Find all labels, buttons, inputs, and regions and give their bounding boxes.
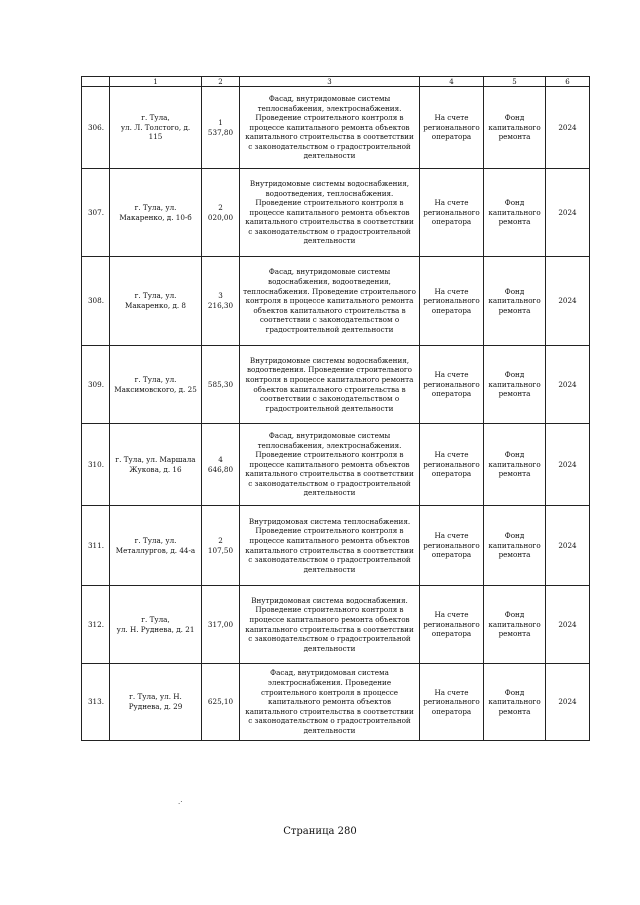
account-cell: На счете регионального оператора (420, 664, 484, 741)
table-row (82, 257, 590, 346)
table-row (82, 664, 590, 741)
cost-cell: 2 107,50 (202, 506, 240, 586)
work-description-cell: Внутридомовая система теплоснабжения. Проведение строительного контроля в процессе капитального ремонта объектов капитального строительства в соответствии с законодательством о градостроительной деятельности (240, 506, 420, 586)
account-cell: На счете регионального оператора (420, 169, 484, 257)
year-cell: 2024 (546, 169, 590, 257)
row-number-cell: 311. (82, 506, 110, 586)
work-description-cell: Фасад, внутридомовые системы водоснабжения, водоотведения, теплоснабжения. Проведение строительного контроля в процессе капитального ремонта объектов капитального строительства в соответствии с законодательством о градостроительной деятельности (240, 257, 420, 346)
year-cell: 2024 (546, 87, 590, 169)
column-number: 1 (110, 77, 202, 87)
funding-source-cell: Фонд капитального ремонта (484, 257, 546, 346)
address-cell: г. Тула, ул. Макаренко, д. 8 (110, 257, 202, 346)
address-cell: г. Тула, ул. Л. Толстого, д. 115 (110, 87, 202, 169)
year-cell: 2024 (546, 257, 590, 346)
table-row (82, 87, 590, 169)
work-description-cell: Внутридомовые системы водоснабжения, водоотведения. Проведение строительного контроля в процессе капитального ремонта объектов капитального строительства в соответствии с законодательством о градостроительной деятельности (240, 346, 420, 424)
year-cell: 2024 (546, 586, 590, 664)
funding-source-cell: Фонд капитального ремонта (484, 424, 546, 506)
cost-cell: 625,10 (202, 664, 240, 741)
account-cell: На счете регионального оператора (420, 346, 484, 424)
column-number (82, 77, 110, 87)
row-number-cell: 313. (82, 664, 110, 741)
column-number: 4 (420, 77, 484, 87)
cost-cell: 4 646,80 (202, 424, 240, 506)
funding-source-cell: Фонд капитального ремонта (484, 664, 546, 741)
funding-source-cell: Фонд капитального ремонта (484, 586, 546, 664)
work-description-cell: Внутридомовые системы водоснабжения, водоотведения, теплоснабжения. Проведение строительного контроля в процессе капитального ремонта объектов капитального строительства в соответствии с законодательством о градостроительной деятельности (240, 169, 420, 257)
work-description-cell: Внутридомовая система водоснабжения. Проведение строительного контроля в процессе капитального ремонта объектов капитального строительства в соответствии с законодательством о градостроительной деятельности (240, 586, 420, 664)
year-cell: 2024 (546, 346, 590, 424)
work-description-cell: Фасад, внутридомовые системы теплоснабжения, электроснабжения. Проведение строительного контроля в процессе капитального ремонта объектов капитального строительства в соответствии с законодательством о градостроительной деятельности (240, 87, 420, 169)
works-table (81, 76, 590, 741)
address-cell: г. Тула, ул. Н. Руднева, д. 29 (110, 664, 202, 741)
year-cell: 2024 (546, 424, 590, 506)
address-cell: г. Тула, ул. Максимовского, д. 25 (110, 346, 202, 424)
account-cell: На счете регионального оператора (420, 586, 484, 664)
account-cell: На счете регионального оператора (420, 257, 484, 346)
table-row (82, 586, 590, 664)
scan-speck: .· (178, 798, 183, 806)
row-number-cell: 306. (82, 87, 110, 169)
year-cell: 2024 (546, 664, 590, 741)
works-table-body (82, 77, 590, 741)
table-row (82, 346, 590, 424)
row-number-cell: 308. (82, 257, 110, 346)
column-number-row (82, 77, 590, 87)
address-cell: г. Тула, ул. Маршала Жукова, д. 16 (110, 424, 202, 506)
address-cell: г. Тула, ул. Металлургов, д. 44-а (110, 506, 202, 586)
cost-cell: 3 216,30 (202, 257, 240, 346)
cost-cell: 585,30 (202, 346, 240, 424)
year-cell: 2024 (546, 506, 590, 586)
table-row (82, 424, 590, 506)
account-cell: На счете регионального оператора (420, 87, 484, 169)
column-number: 6 (546, 77, 590, 87)
table-row (82, 506, 590, 586)
funding-source-cell: Фонд капитального ремонта (484, 87, 546, 169)
funding-source-cell: Фонд капитального ремонта (484, 169, 546, 257)
address-cell: г. Тула, ул. Н. Руднева, д. 21 (110, 586, 202, 664)
table-row (82, 169, 590, 257)
column-number: 5 (484, 77, 546, 87)
account-cell: На счете регионального оператора (420, 424, 484, 506)
account-cell: На счете регионального оператора (420, 506, 484, 586)
page-number: Страница 280 (283, 826, 357, 837)
row-number-cell: 307. (82, 169, 110, 257)
cost-cell: 2 020,00 (202, 169, 240, 257)
work-description-cell: Фасад, внутридомовые системы теплоснабжения, электроснабжения. Проведение строительного контроля в процессе капитального ремонта объектов капитального строительства в соответствии с законодательством о градостроительной деятельности (240, 424, 420, 506)
row-number-cell: 309. (82, 346, 110, 424)
funding-source-cell: Фонд капитального ремонта (484, 346, 546, 424)
funding-source-cell: Фонд капитального ремонта (484, 506, 546, 586)
row-number-cell: 312. (82, 586, 110, 664)
column-number: 3 (240, 77, 420, 87)
work-description-cell: Фасад, внутридомовая система электроснабжения. Проведение строительного контроля в процессе капитального ремонта объектов капитального строительства в соответствии с законодательством о градостроительной деятельности (240, 664, 420, 741)
address-cell: г. Тула, ул. Макаренко, д. 10-б (110, 169, 202, 257)
column-number: 2 (202, 77, 240, 87)
cost-cell: 317,00 (202, 586, 240, 664)
cost-cell: 1 537,80 (202, 87, 240, 169)
row-number-cell: 310. (82, 424, 110, 506)
